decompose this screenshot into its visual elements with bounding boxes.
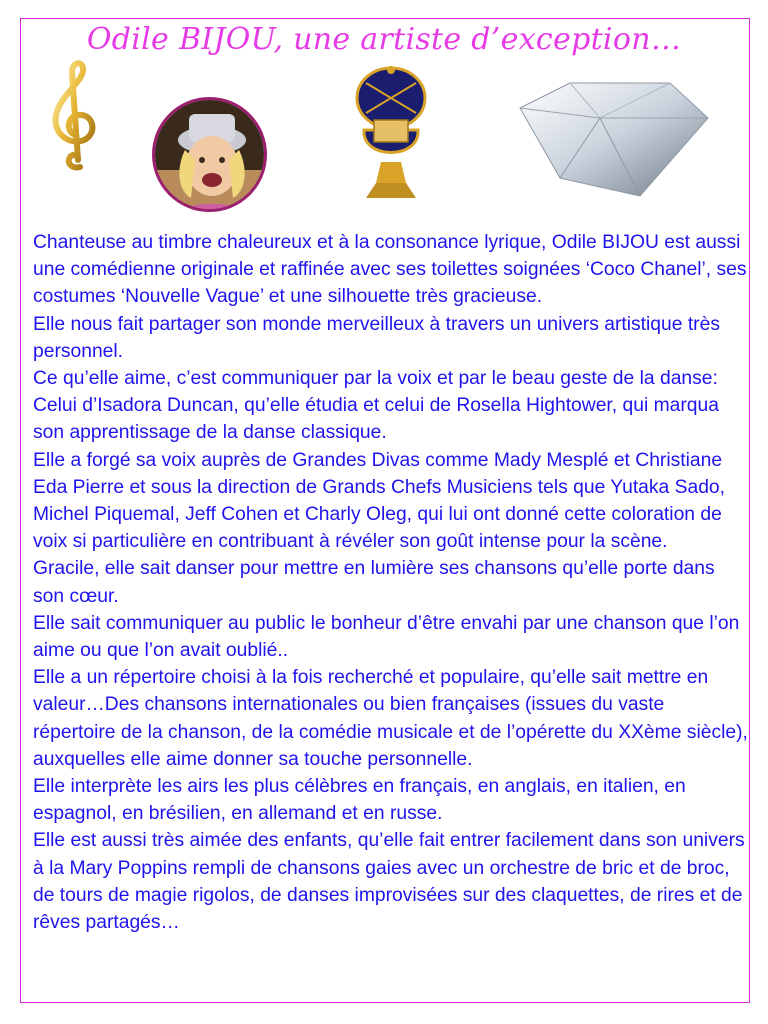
paragraph: Elle interprète les airs les plus célèbres en français, en anglais, en italien, en espagnol, en brésilien, en allemand et en russe. [33, 776, 686, 825]
paragraph: Elle nous fait partager son monde merveilleux à travers un univers artistique très personnel. [33, 313, 720, 362]
paragraph: Elle a forgé sa voix auprès de Grandes Divas comme Mady Mesplé et Christiane Eda Pierre et sous la direction de Grands Chefs Musiciens tels que Yutaka Sado, Michel Piquemal, Jeff Cohen et Charly Oleg, qui lui ont donné cette coloration de voix si particulière en contribuant à révéler son goût intense pour la scène. [33, 449, 726, 553]
treble-clef-icon [42, 55, 112, 175]
page-title: Odile BIJOU, une artiste d’exception… [86, 22, 682, 57]
faberge-egg-icon [336, 58, 446, 208]
paragraph: Gracile, elle sait danser pour mettre en lumière ses chansons qu’elle porte dans son cœur. [33, 558, 715, 607]
paragraph: Elle est aussi très aimée des enfants, qu’elle fait entrer facilement dans son univers à la Mary Poppins rempli de chansons gaies avec un orchestre de bric et de broc, de tours de magie rigolos, de danses improvisées sur des claquettes, de rires et de rêves partagés… [33, 830, 745, 934]
paragraph: Chanteuse au timbre chaleureux et à la consonance lyrique, Odile BIJOU est aussi une comédienne originale et raffinée avec ses toilettes soignées ‘Coco Chanel’, ses costumes ‘Nouvelle Vague’ et une silhouette très gracieuse. [33, 232, 747, 308]
diamond-icon [510, 78, 715, 203]
paragraph: Elle a un répertoire choisi à la fois recherché et populaire, qu’elle sait mettre en valeur…Des chansons internationales ou bien françaises (issues du vaste répertoire de la chanson, de la comédie musicale et de l’opérette du XXème siècle), auxquelles elle aime donner sa touche personnelle. [33, 667, 748, 770]
paragraph: Ce qu’elle aime, c’est communiquer par la voix et par le beau geste de la danse: Celui d’Isadora Duncan, qu’elle étudia et celui de Rosella Hightower, qui marqua son apprentissage de la danse classique. [33, 368, 719, 444]
paragraph: Elle sait communiquer au public le bonheur d’être envahi par une chanson que l’on aime ou que l’on avait oublié.. [33, 612, 740, 662]
biography-text [33, 229, 748, 936]
singer-portrait [152, 97, 267, 212]
